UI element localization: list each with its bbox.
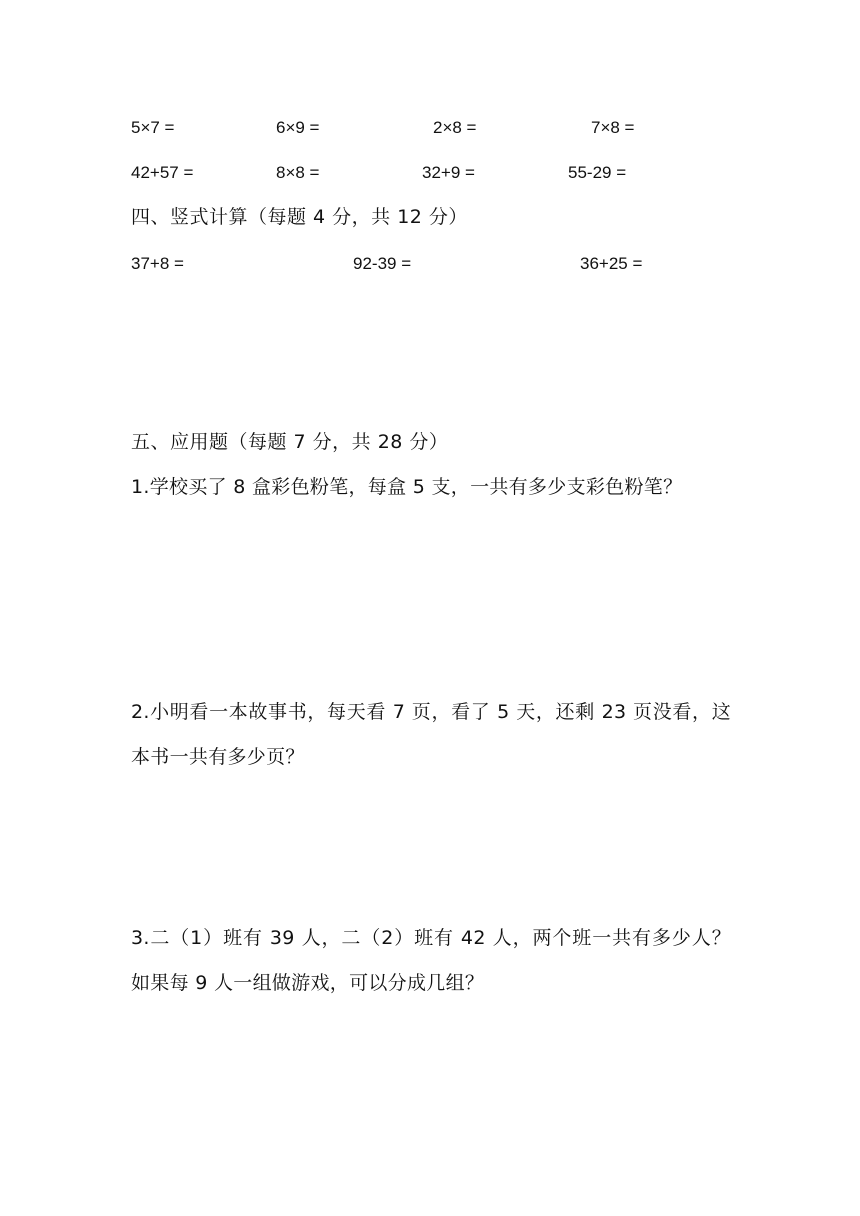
word-problem: 1.学校买了 8 盒彩色粉笔，每盒 5 支，一共有多少支彩色粉笔？: [131, 476, 683, 498]
calc-item: 5×7 =: [131, 118, 175, 137]
section-heading: 四、竖式计算（每题 4 分，共 12 分）: [131, 206, 468, 228]
calc-item: 55-29 =: [568, 163, 627, 182]
calc-item: 8×8 =: [276, 163, 320, 182]
calc-item: 32+9 =: [422, 163, 475, 182]
section-heading: 五、应用题（每题 7 分，共 28 分）: [131, 431, 449, 453]
vertical-calc-item: 92-39 =: [353, 254, 412, 273]
calc-item: 42+57 =: [131, 163, 194, 182]
calc-item: 6×9 =: [276, 118, 320, 137]
calc-item: 2×8 =: [433, 118, 477, 137]
word-problem: 2.小明看一本故事书，每天看 7 页，看了 5 天，还剩 23 页没看，这本书一共有多少页？: [131, 701, 731, 768]
vertical-calc-item: 36+25 =: [580, 254, 643, 273]
vertical-calc-item: 37+8 =: [131, 254, 184, 273]
word-problem: 3.二（1）班有 39 人，二（2）班有 42 人，两个班一共有多少人？如果每 9 人一组做游戏，可以分成几组？: [131, 927, 731, 994]
calc-item: 7×8 =: [591, 118, 635, 137]
